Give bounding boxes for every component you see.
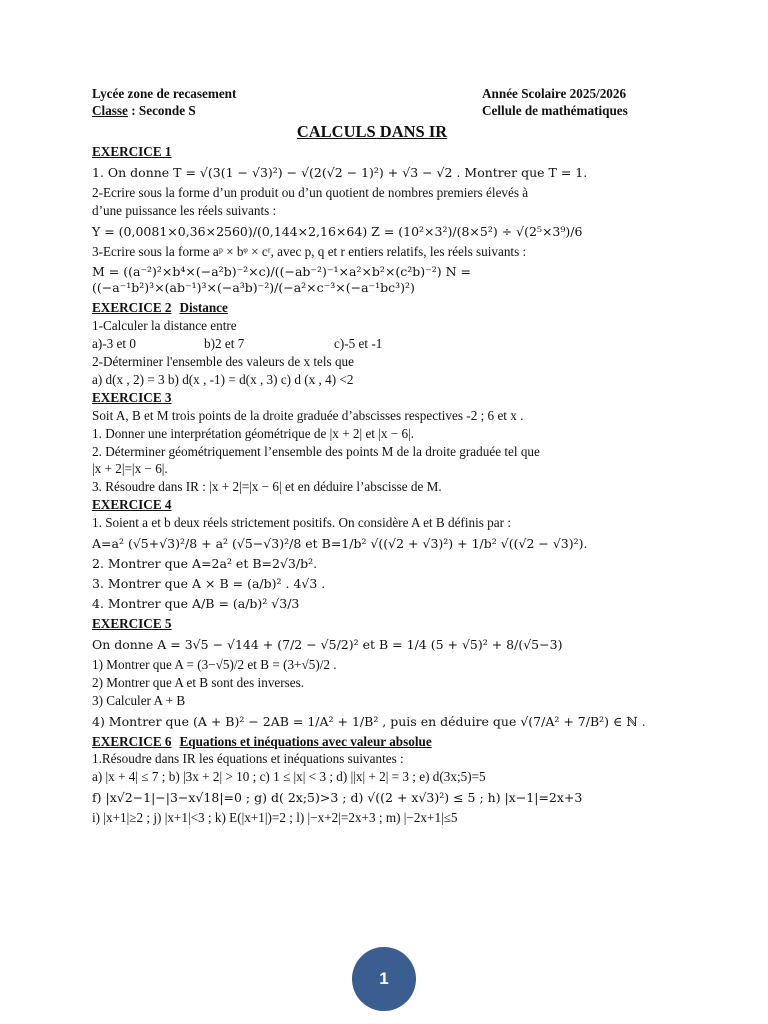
ex1-y-z-formulas: Y = (0,0081×0,36×2560)/(0,144×2,16×64) Z = (10²×3²)/(8×5²) ÷ √(2⁵×3⁹)/6 [92, 223, 583, 239]
exercise-5-heading: EXERCICE 5 [92, 616, 172, 632]
class-label: Classe [92, 102, 128, 118]
ex5-line-5: 4) Montrer que (A + B)² − 2AB = 1/A² + 1/B² , puis en déduire que √(7/A² + 7/B²) ∈ ℕ . [92, 713, 646, 729]
document-page [92, 86, 652, 828]
ex5-line-4: 3) Calculer A + B [92, 692, 186, 708]
ex3-line-5: 3. Résoudre dans IR : |x + 2|=|x − 6| et en déduire l’abscisse de M. [92, 479, 442, 495]
ex4-line-5: 4. Montrer que A/B = (a/b)² √3/3 [92, 596, 300, 612]
ex2-q1-c: c)-5 et -1 [334, 336, 383, 352]
ex3-line-1: Soit A, B et M trois points de la droite graduée d’abscisses respectives -2 ; 6 et x . [92, 407, 524, 423]
page-title: CALCULS DANS IR [296, 121, 448, 141]
ex4-line-2: A=a² (√5+√3)²/8 + a² (√5−√3)²/8 et B=1/b² √((√2 + √3)²) + 1/b² √((√2 − √3)²). [92, 536, 588, 552]
exercise-6-title: Equations et inéquations avec valeur absolue [179, 733, 432, 749]
ex1-q2-line2: d’une puissance les réels suivants : [92, 202, 277, 218]
page-number-badge: 1 [352, 947, 416, 1011]
ex4-line-4: 3. Montrer que A × B = (a/b)² . 4√3 . [92, 576, 326, 592]
ex3-line-2: 1. Donner une interprétation géométrique de |x + 2| et |x − 6|. [92, 425, 415, 441]
header-row-1 [92, 86, 652, 103]
exercise-2-label: EXERCICE 2 [92, 300, 172, 316]
ex6-line-4: i) |x+1|≥2 ; j) |x+1|<3 ; k) E(|x+1|)=2 ; l) |−x+2|=2x+3 ; m) |−2x+1|≤5 [92, 810, 458, 826]
ex1-q1: 1. On donne T = √(3(1 − √3)²) − √(2(√2 − 1)²) + √3 − √2 . Montrer que T = 1. [92, 164, 588, 180]
ex1-m-n-formulas: M = ((a⁻²)²×b⁴×(−a²b)⁻²×c)/((−ab⁻²)⁻¹×a²×b²×(c²b)⁻²) N = ((−a⁻¹b²)³×(ab⁻¹)³×(−a³b)⁻²)/(−a²×c⁻³×(−a⁻¹bc³)²) [92, 264, 472, 296]
ex5-line-2: 1) Montrer que A = (3−√5)/2 et B = (3+√5)/2 . [92, 656, 337, 672]
exercise-6-heading [92, 734, 652, 751]
ex1-q3: 3-Ecrire sous la forme aᵖ × bᵠ × cʳ, avec p, q et r entiers relatifs, les réels suivants : [92, 243, 527, 259]
ex2-q1-a: a)-3 et 0 [92, 336, 136, 352]
ex3-line-4: |x + 2|=|x − 6|. [92, 461, 168, 477]
ex5-line-1: On donne A = 3√5 − √144 + (7/2 − √5/2)² et B = 1/4 (5 + √5)² + 8/(√5−3) [92, 636, 563, 652]
ex6-line-1: 1.Résoudre dans IR les équations et inéquations suivantes : [92, 751, 404, 767]
ex2-q1: 1-Calculer la distance entre [92, 318, 237, 334]
ex4-line-3: 2. Montrer que A=2a² et B=2√3/b². [92, 556, 318, 572]
department-name: Cellule de mathématiques [482, 102, 628, 118]
ex2-q2-items: a) d(x , 2) = 3 b) d(x , -1) = d(x , 3) c) d (x , 4) <2 [92, 372, 354, 388]
ex2-q1-items [92, 336, 652, 353]
exercise-2-title: Distance [179, 300, 228, 316]
exercise-2-heading [92, 300, 652, 317]
school-name: Lycée zone de recasement [92, 86, 237, 101]
ex4-line-1: 1. Soient a et b deux réels strictement positifs. On considère A et B définis par : [92, 515, 511, 531]
school-year: Année Scolaire 2025/2026 [482, 86, 627, 101]
ex2-q2: 2-Déterminer l'ensemble des valeurs de x tels que [92, 354, 355, 370]
ex3-line-3: 2. Déterminer géométriquement l’ensemble des points M de la droite graduée tel que [92, 443, 540, 459]
exercise-3-heading: EXERCICE 3 [92, 389, 172, 405]
ex5-line-3: 2) Montrer que A et B sont des inverses. [92, 674, 305, 690]
class-info [92, 103, 196, 120]
class-value: : Seconde S [127, 102, 196, 118]
header-row-2 [92, 103, 652, 120]
ex6-line-3: f) |x√2−1|−|3−x√18|=0 ; g) d( 2x;5)>3 ; d) √((2 + x√3)²) ≤ 5 ; h) |x−1|=2x+3 [92, 790, 583, 806]
ex2-q1-b: b)2 et 7 [204, 336, 245, 352]
exercise-4-heading: EXERCICE 4 [92, 497, 172, 513]
exercise-1-heading: EXERCICE 1 [92, 143, 172, 159]
exercise-6-label: EXERCICE 6 [92, 733, 172, 749]
ex6-line-2: a) |x + 4| ≤ 7 ; b) |3x + 2| > 10 ; c) 1 ≤ |x| < 3 ; d) ||x| + 2| = 3 ; e) d(3x;5)=5 [92, 769, 486, 785]
ex1-q2-line1: 2-Ecrire sous la forme d’un produit ou d’un quotient de nombres premiers élevés à [92, 184, 529, 200]
